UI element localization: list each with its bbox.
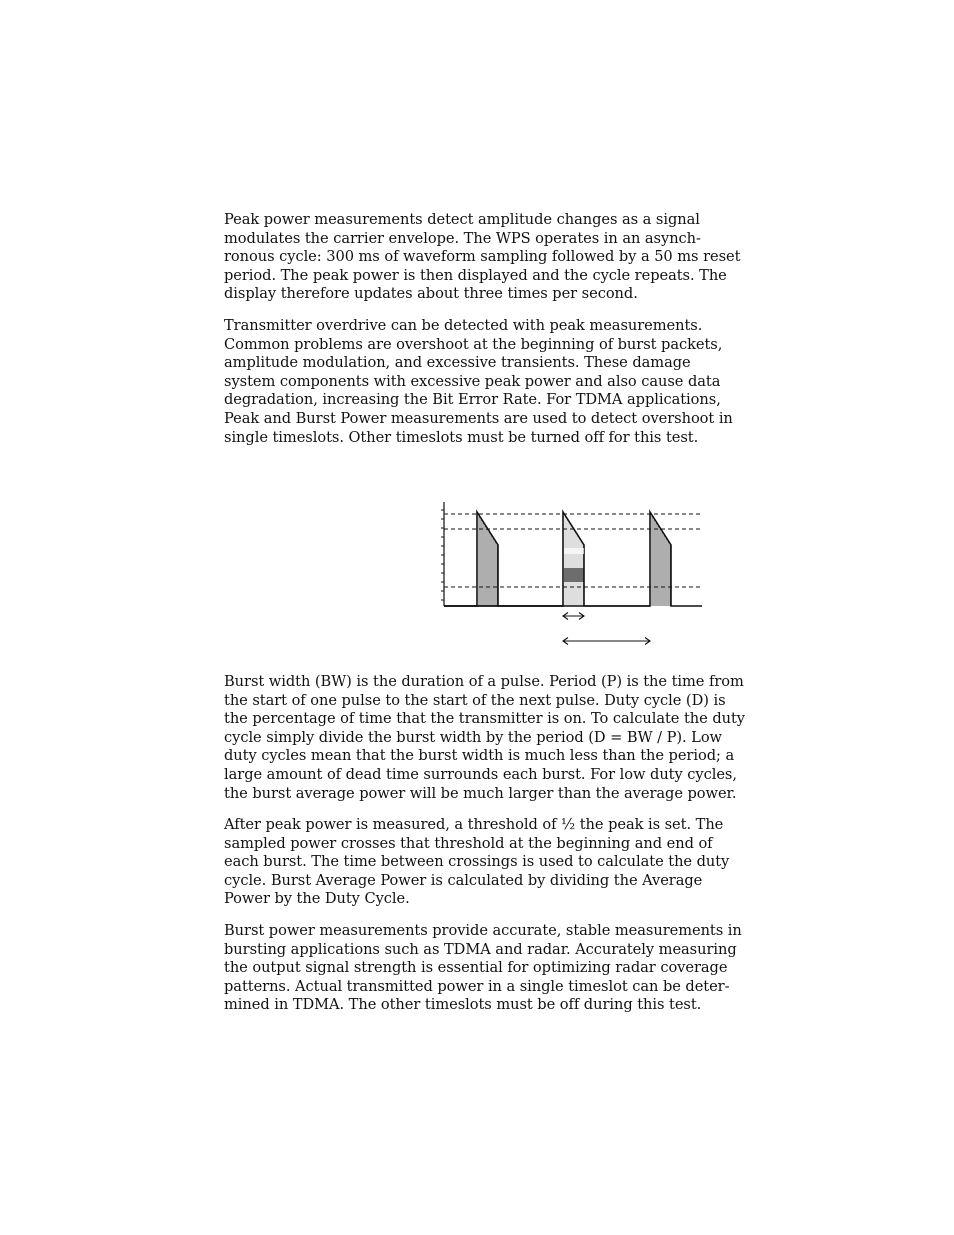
paragraph-burst-apps bbox=[224, 922, 742, 1015]
text-line: duty cycles mean that the burst width is much less than the period; a bbox=[224, 747, 735, 765]
text-line: single timeslots. Other timeslots must be turned off for this test. bbox=[224, 428, 699, 446]
paragraph-peak-intro bbox=[224, 211, 741, 304]
text-line: bursting applications such as TDMA and radar. Accurately measuring bbox=[224, 940, 737, 958]
text-line: After peak power is measured, a threshold of ½ the peak is set. The bbox=[224, 816, 724, 833]
text-line: degradation, increasing the Bit Error Rate. For TDMA applications, bbox=[224, 391, 721, 409]
text-line: Transmitter overdrive can be detected with peak measurements. bbox=[224, 317, 703, 334]
text-line: the output signal strength is essential for optimizing radar coverage bbox=[224, 959, 728, 977]
text-line: system components with excessive peak power and also cause data bbox=[224, 372, 721, 390]
pulse-outline bbox=[444, 512, 563, 606]
text-line: patterns. Actual transmitted power in a single timeslot can be deter- bbox=[224, 977, 730, 995]
pulse-band bbox=[564, 548, 584, 554]
text-line: each burst. The time between crossings is used to calculate the duty bbox=[224, 853, 730, 871]
text-line: Burst power measurements provide accurate, stable measurements in bbox=[224, 922, 742, 939]
text-line: Burst width (BW) is the duration of a pulse. Period (P) is the time from bbox=[224, 673, 744, 690]
text-line: cycle. Burst Average Power is calculated by dividing the Average bbox=[224, 871, 703, 889]
pulse-train-figure bbox=[430, 496, 720, 656]
text-line: the percentage of time that the transmitter is on. To calculate the duty bbox=[224, 710, 745, 728]
text-line: Peak power measurements detect amplitude changes as a signal bbox=[224, 211, 700, 228]
paragraph-overdrive bbox=[224, 317, 734, 447]
pulse-band bbox=[564, 568, 584, 582]
text-line: Peak and Burst Power measurements are used to detect overshoot in bbox=[224, 409, 733, 427]
figure-marks bbox=[441, 502, 702, 645]
text-line: cycle simply divide the burst width by the period (D = BW / P). Low bbox=[224, 728, 722, 746]
pulse-outline bbox=[444, 512, 650, 606]
text-line: period. The peak power is then displayed and the cycle repeats. The bbox=[224, 266, 727, 284]
text-line: Power by the Duty Cycle. bbox=[224, 890, 410, 908]
text-line: modulates the carrier envelope. The WPS operates in an asynch- bbox=[224, 229, 701, 247]
text-line: Common problems are overshoot at the beginning of burst packets, bbox=[224, 335, 723, 353]
text-line: amplitude modulation, and excessive transients. These damage bbox=[224, 354, 691, 372]
text-line: ronous cycle: 300 ms of waveform sampling followed by a 50 ms reset bbox=[224, 248, 741, 266]
text-line: the burst average power will be much larger than the average power. bbox=[224, 784, 737, 802]
paragraph-burst-width bbox=[224, 673, 745, 803]
paragraph-threshold bbox=[224, 816, 734, 909]
text-line: large amount of dead time surrounds each burst. For low duty cycles, bbox=[224, 765, 737, 783]
text-line: the start of one pulse to the start of the next pulse. Duty cycle (D) is bbox=[224, 691, 726, 709]
text-line: sampled power crosses that threshold at the beginning and end of bbox=[224, 834, 713, 852]
text-line: mined in TDMA. The other timeslots must be off during this test. bbox=[224, 996, 702, 1014]
text-line: display therefore updates about three times per second. bbox=[224, 285, 638, 303]
